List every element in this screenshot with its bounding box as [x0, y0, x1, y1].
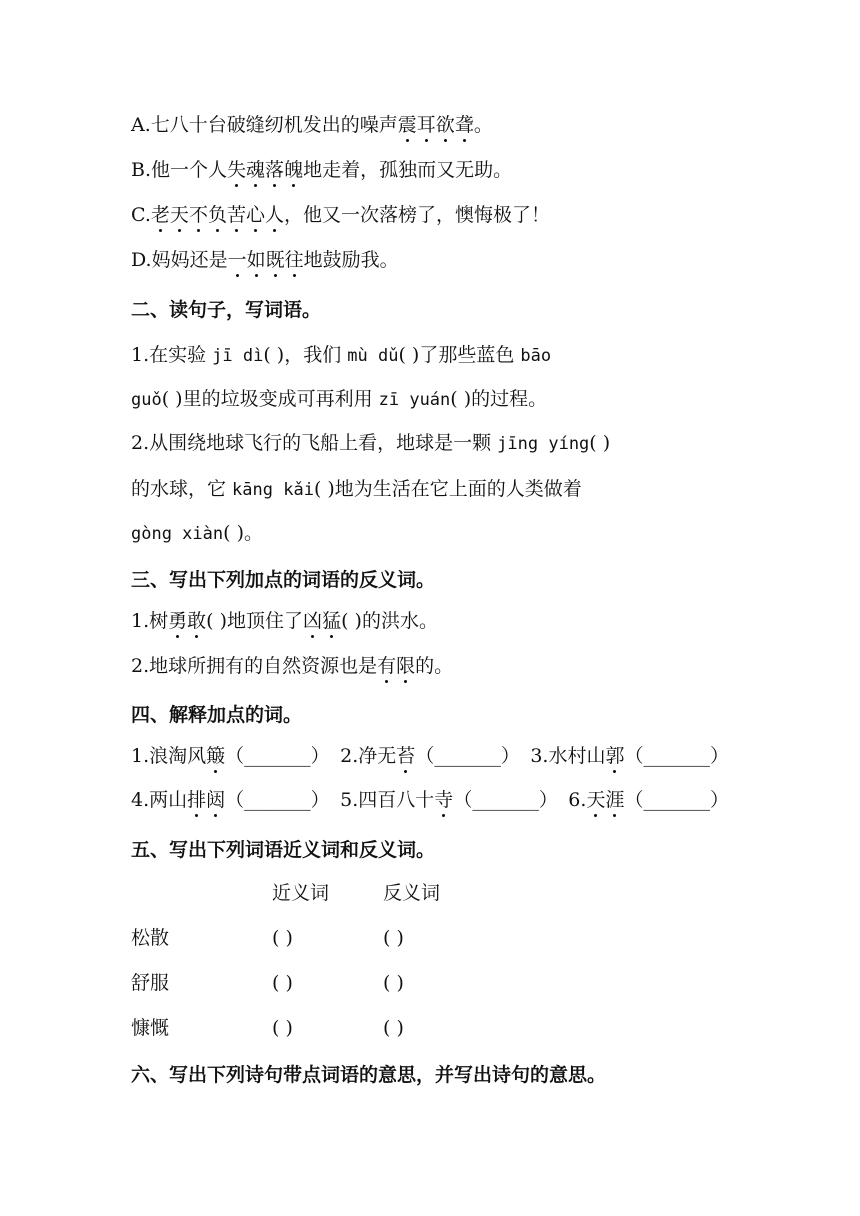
option-c-dotted-word [151, 204, 284, 226]
dotted-word [377, 655, 415, 677]
pinyin: gòng xiàn [131, 524, 224, 544]
text: 的水球，它 [131, 478, 233, 500]
synonym-blank-2: ( ) [272, 972, 293, 994]
emphasis-char: 苔 [396, 745, 416, 767]
emphasis-char: 闼 [206, 789, 226, 811]
pinyin: guǒ [131, 390, 162, 410]
text: ( )。 [223, 522, 263, 544]
emphasis-char: 寺 [434, 789, 454, 811]
pinyin: jīng yíng [497, 434, 590, 454]
option-a-dotted-word [398, 114, 474, 136]
emphasis-char: 心 [245, 204, 265, 226]
option-a-text: A.七八十台破缝纫机发出的噪声 [131, 114, 398, 136]
pinyin: zī yuán [378, 390, 451, 410]
item-1 [131, 743, 330, 769]
emphasis-char: 天 [586, 789, 606, 811]
dotted-word [434, 789, 453, 811]
synonym-blank-1: ( ) [272, 927, 293, 949]
pinyin: jī dì [212, 346, 264, 366]
antonym-blank-3: ( ) [383, 1017, 404, 1039]
blank: （_______） [453, 789, 558, 811]
text: ( )的过程。 [450, 388, 548, 410]
emphasis-char: 猛 [322, 610, 342, 632]
emphasis-char: 郭 [605, 745, 625, 767]
section-4-row2 [131, 787, 729, 813]
text: 1.浪淘风 [131, 745, 207, 767]
text: 2.从围绕地球飞行的飞船上看，地球是一颗 [131, 432, 498, 454]
dotted-word [187, 789, 225, 811]
emphasis-char: 不 [188, 204, 208, 226]
emphasis-char: 魂 [246, 159, 266, 181]
text: ( )地为生活在它上面的人类做着 [313, 478, 582, 500]
emphasis-char: 聋 [454, 114, 474, 136]
text: ( )了那些蓝色 [398, 344, 521, 366]
text: ( )的洪水。 [341, 610, 438, 632]
emphasis-char: 一 [227, 249, 247, 271]
section-2-q2-line2 [131, 476, 582, 503]
dotted-word [303, 610, 341, 632]
section-4-row1 [131, 743, 729, 769]
synonym-blank-3: ( ) [272, 1017, 293, 1039]
section-2-q2-line3 [131, 520, 263, 547]
text: 2.地球所拥有的自然资源也是 [131, 655, 378, 677]
blank: （_______） [624, 745, 729, 767]
item-4 [131, 787, 330, 813]
text: 3.水村山 [530, 745, 606, 767]
option-a [131, 112, 493, 138]
emphasis-char: 敢 [187, 610, 207, 632]
text: 的。 [415, 655, 454, 677]
section-3-q2 [131, 653, 453, 679]
emphasis-char: 限 [396, 655, 416, 677]
section-3-q1 [131, 608, 438, 634]
option-c-tail: ，他又一次落榜了，懊悔极了！ [284, 204, 551, 226]
dotted-word [586, 789, 624, 811]
text: ( )里的垃圾变成可再利用 [161, 388, 379, 410]
option-a-tail: 。 [473, 114, 493, 136]
emphasis-char: 苦 [226, 204, 246, 226]
emphasis-char: 魄 [284, 159, 304, 181]
synonym-column-header: 近义词 [272, 882, 330, 904]
emphasis-char: 有 [377, 655, 397, 677]
dotted-word [396, 745, 415, 767]
word-1: 松散 [131, 927, 170, 949]
option-b-text: B.他一个人 [131, 159, 228, 181]
dotted-word [206, 745, 225, 767]
antonym-blank-1: ( ) [383, 927, 404, 949]
emphasis-char: 失 [227, 159, 247, 181]
text: ( ) [589, 432, 611, 454]
emphasis-char: 勇 [168, 610, 188, 632]
text: 6. [568, 789, 587, 811]
section-2-title: 二、读句子，写词语。 [131, 299, 322, 321]
blank: （_______） [415, 745, 520, 767]
text: 1.在实验 [131, 344, 213, 366]
option-d [131, 247, 399, 273]
option-b-tail: 地走着，孤独而又无助。 [303, 159, 513, 181]
section-5-title: 五、写出下列词语近义词和反义词。 [131, 839, 436, 861]
emphasis-char: 人 [265, 204, 285, 226]
antonym-blank-2: ( ) [383, 972, 404, 994]
option-b-dotted-word [227, 159, 303, 181]
option-c [131, 202, 550, 228]
antonym-column-header: 反义词 [383, 882, 441, 904]
emphasis-char: 簸 [206, 745, 226, 767]
emphasis-char: 欲 [435, 114, 455, 136]
item-5 [340, 787, 558, 813]
item-3 [530, 743, 729, 769]
text: 4.两山 [131, 789, 188, 811]
dotted-word [168, 610, 206, 632]
emphasis-char: 凶 [303, 610, 323, 632]
emphasis-char: 如 [246, 249, 266, 271]
text: ( )，我们 [263, 344, 348, 366]
emphasis-char: 天 [169, 204, 189, 226]
emphasis-char: 涯 [605, 789, 625, 811]
section-6-title: 六、写出下列诗句带点词语的意思，并写出诗句的意思。 [131, 1064, 607, 1086]
option-d-dotted-word [228, 249, 304, 271]
item-2 [340, 743, 520, 769]
option-d-tail: 地鼓励我。 [303, 249, 399, 271]
section-4-title: 四、解释加点的词。 [131, 704, 303, 726]
emphasis-char: 落 [265, 159, 285, 181]
option-c-text: C. [131, 204, 151, 226]
section-2-q1-line2 [131, 386, 547, 413]
pinyin: mù dǔ [347, 346, 399, 366]
emphasis-char: 排 [187, 789, 207, 811]
emphasis-char: 震 [397, 114, 417, 136]
pinyin: kāng kǎi [232, 480, 314, 500]
option-d-text: D.妈妈还是 [131, 249, 228, 271]
word-3: 慷慨 [131, 1017, 170, 1039]
section-2-q2-line1 [131, 430, 610, 457]
blank: （_______） [225, 745, 330, 767]
blank: （_______） [225, 789, 330, 811]
blank: （_______） [624, 789, 729, 811]
text: 5.四百八十 [340, 789, 435, 811]
emphasis-char: 往 [284, 249, 304, 271]
emphasis-char: 老 [150, 204, 170, 226]
section-3-title: 三、写出下列加点的词语的反义词。 [131, 569, 436, 591]
emphasis-char: 负 [207, 204, 227, 226]
pinyin: bāo [520, 346, 552, 366]
word-2: 舒服 [131, 972, 170, 994]
emphasis-char: 耳 [416, 114, 436, 136]
emphasis-char: 既 [265, 249, 285, 271]
text: 1.树 [131, 610, 169, 632]
dotted-word [605, 745, 624, 767]
section-2-q1-line1 [131, 342, 551, 369]
text: 2.净无 [340, 745, 397, 767]
text: ( )地顶住了 [206, 610, 304, 632]
item-6 [568, 787, 729, 813]
option-b [131, 157, 512, 183]
